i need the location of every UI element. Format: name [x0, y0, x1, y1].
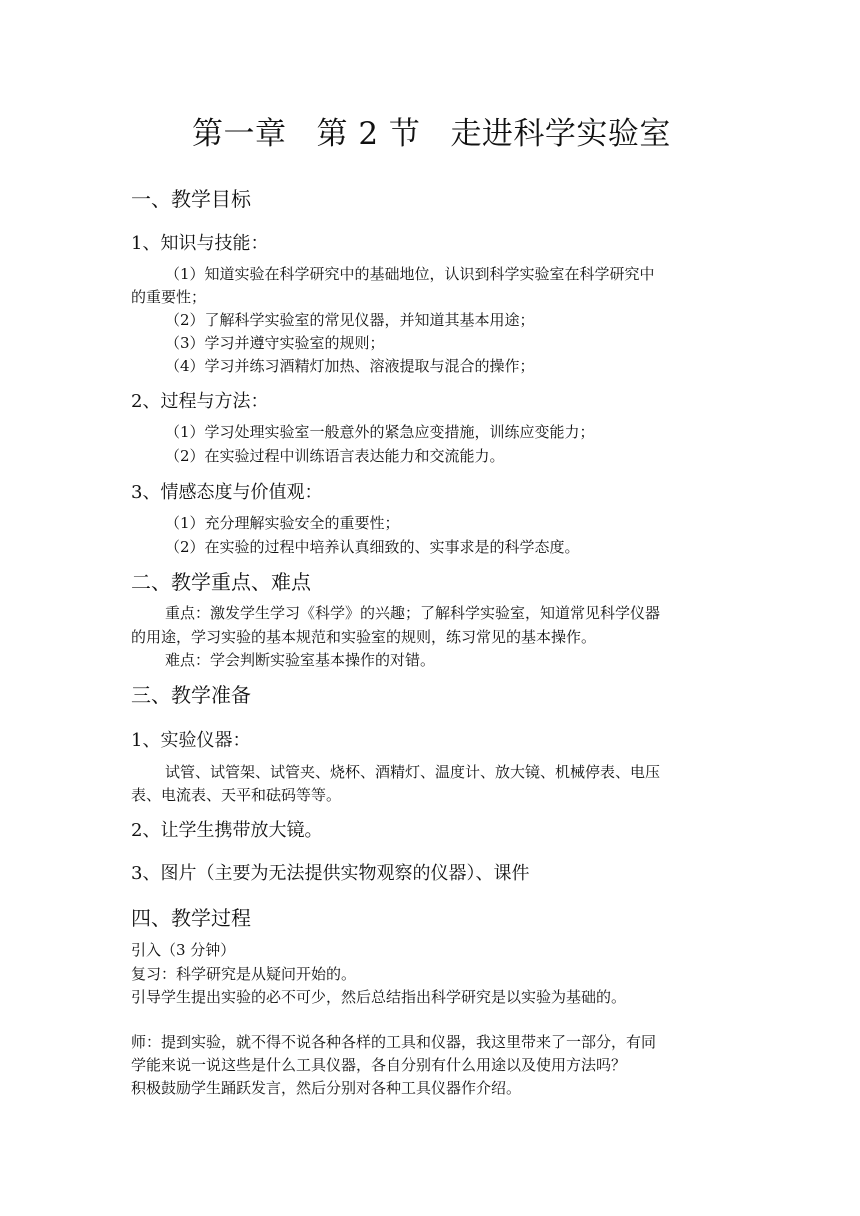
instruments-line: 试管、试管架、试管夹、烧杯、酒精灯、温度计、放大镜、机械停表、电压 [165, 763, 661, 781]
heading-process-method: 2、过程与方法： [131, 391, 269, 412]
heading-instruments: 1、实验仪器： [131, 730, 251, 751]
focus-line: 难点：学会判断实验室基本操作的对错。 [165, 651, 436, 669]
prep-item-magnifier: 2、让学生携带放大镜。 [131, 820, 323, 841]
knowledge-item: （3）学习并遵守实验室的规则； [165, 334, 385, 352]
attitude-item: （2）在实验的过程中培养认真细致的、实事求是的科学态度。 [165, 538, 580, 556]
knowledge-item: （4）学习并练习酒精灯加热、溶液提取与混合的操作； [165, 357, 535, 375]
focus-line: 重点：激发学生学习《科学》的兴趣；了解科学实验室，知道常见科学仪器 [165, 604, 661, 622]
process-item: （1）学习处理实验室一般意外的紧急应变措施，训练应变能力； [165, 423, 595, 441]
process-line: 引导学生提出实验的必不可少，然后总结指出科学研究是以实验为基础的。 [131, 988, 627, 1006]
title-name: 走进科学实验室 [450, 116, 671, 152]
heading-focus: 二、教学重点、难点 [131, 570, 311, 594]
heading-attitude: 3、情感态度与价值观： [131, 482, 323, 503]
attitude-item: （1）充分理解实验安全的重要性； [165, 514, 400, 532]
process-line: 学能来说一说这些是什么工具仪器，各自分别有什么用途以及使用方法吗？ [131, 1056, 627, 1074]
title-section: 第 2 节 [316, 116, 421, 152]
heading-prep: 三、教学准备 [131, 683, 251, 707]
process-line: 复习：科学研究是从疑问开始的。 [131, 965, 357, 983]
heading-teaching-process: 四、教学过程 [131, 906, 251, 930]
process-line: 引入（3 分钟） [131, 941, 236, 959]
title-chapter: 第一章 [192, 116, 287, 152]
focus-line: 的用途，学习实验的基本规范和实验室的规则，练习常见的基本操作。 [131, 628, 597, 646]
knowledge-item: （1）知道实验在科学研究中的基础地位，认识到科学实验室在科学研究中 [165, 265, 655, 283]
page-title [192, 108, 671, 153]
process-line: 师：提到实验，就不得不说各种各样的工具和仪器，我这里带来了一部分，有同 [131, 1033, 657, 1051]
prep-item-pictures: 3、图片（主要为无法提供实物观察的仪器）、课件 [131, 863, 530, 884]
knowledge-item: 的重要性； [131, 288, 207, 306]
heading-knowledge: 1、知识与技能： [131, 233, 269, 254]
process-line: 积极鼓励学生踊跃发言，然后分别对各种工具仪器作介绍。 [131, 1079, 522, 1097]
instruments-line: 表、电流表、天平和砝码等等。 [131, 786, 342, 804]
process-item: （2）在实验过程中训练语言表达能力和交流能力。 [165, 447, 505, 465]
heading-goals: 一、教学目标 [131, 187, 251, 211]
knowledge-item: （2）了解科学实验室的常见仪器，并知道其基本用途； [165, 311, 535, 329]
